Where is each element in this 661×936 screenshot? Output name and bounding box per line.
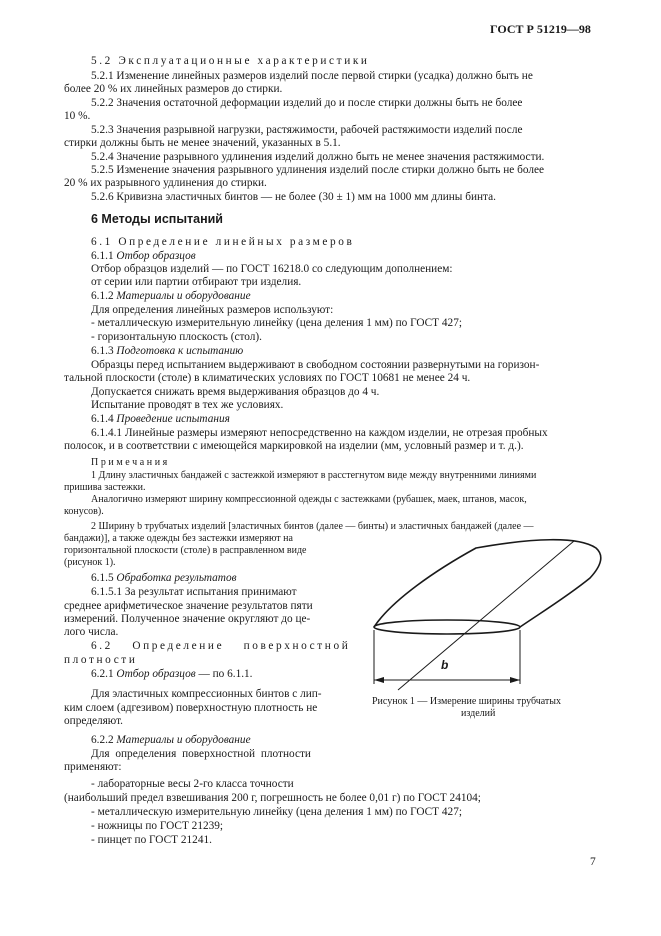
text-line: 6.1.5.1 За результат испытания принимают <box>91 586 297 598</box>
note-line: конусов). <box>64 506 104 517</box>
dimension-label-b: b <box>441 658 449 672</box>
list-item: - горизонтальную плоскость (стол). <box>91 331 262 343</box>
text-line: 5.2.4 Значение разрывного удлинения изделий должно быть не менее значения растяжимости. <box>91 151 545 163</box>
text-line: Для эластичных компрессионных бинтов с лип- <box>91 688 322 700</box>
subsection-title-cont: плотности <box>64 654 138 666</box>
text-line: Для определения линейных размеров используют: <box>91 304 334 316</box>
subsection-title: 6.2 Определение поверхностной <box>91 640 351 652</box>
text-line: стирки должны быть не менее значений, указанных в 5.1. <box>64 137 341 149</box>
list-item: - пинцет по ГОСТ 21241. <box>91 834 212 846</box>
list-item: - металлическую измерительную линейку (цена деления 1 мм) по ГОСТ 427; <box>91 806 462 818</box>
notes-title: Примечания <box>91 457 170 468</box>
text-line: 5.2.6 Кривизна эластичных бинтов — не более (30 ± 1) мм на 1000 мм длины бинта. <box>91 191 496 203</box>
note-line: Аналогично измеряют ширину компрессионной одежды с застежками (рубашек, маек, штанов, масок, <box>91 494 527 505</box>
clause-622: 6.2.2 Материалы и оборудование <box>91 734 251 746</box>
tube-end-ellipse <box>374 620 520 634</box>
text-line: Образцы перед испытанием выдерживают в свободном состоянии развернутыми на горизон- <box>91 359 540 371</box>
text-line: применяют: <box>64 761 122 773</box>
subsection-title: 5.2 Эксплуатационные характеристики <box>91 55 370 67</box>
dimension-arrow-left <box>374 677 384 683</box>
text-line: 10 %. <box>64 110 91 122</box>
page-number: 7 <box>590 856 596 868</box>
text-line: среднее арифметическое значение результатов пяти <box>64 600 313 612</box>
text-line: более 20 % их линейных размеров до стирки. <box>64 83 283 95</box>
clause-614: 6.1.4 Проведение испытания <box>91 413 230 425</box>
note-line: 2 Ширину b трубчатых изделий [эластичных бинтов (далее — бинты) и эластичных бандажей (далее — <box>91 521 534 532</box>
document-header: ГОСТ Р 51219—98 <box>490 22 591 36</box>
text-line: полосок, и в соответствии с имеющейся маркировкой на изделии (мм, условный размер и т. д.). <box>64 440 524 452</box>
clause-615: 6.1.5 Обработка результатов <box>91 572 237 584</box>
figure-caption-cont: изделий <box>461 708 496 719</box>
note-line: пришива застежки. <box>64 482 146 493</box>
tube-center-line <box>398 541 574 690</box>
text-line: тальной плоскости (столе) в климатических условиях по ГОСТ 10681 не менее 24 ч. <box>64 372 471 384</box>
text-line: определяют. <box>64 715 124 727</box>
list-item: - металлическую измерительную линейку (цена деления 1 мм) по ГОСТ 427; <box>91 317 462 329</box>
text-line: 5.2.1 Изменение линейных размеров изделий после первой стирки (усадка) должно быть не <box>91 70 533 82</box>
subsection-title: 6.1 Определение линейных размеров <box>91 236 355 248</box>
text-line: измерений. Полученное значение округляют до це- <box>64 613 311 625</box>
text-line: Отбор образцов изделий — по ГОСТ 16218.0 со следующим дополнением: <box>91 263 453 275</box>
note-line: 1 Длину эластичных бандажей с застежкой измеряют в расстегнутом виде между внутренними линиями <box>91 470 537 481</box>
dimension-arrow-right <box>510 677 520 683</box>
note-line: бандажи)], а также одежды без застежки измеряют на <box>64 533 293 544</box>
text-line: Для определения поверхностной плотности <box>91 748 311 760</box>
clause-612: 6.1.2 Материалы и оборудование <box>91 290 251 302</box>
text-line: (наибольший предел взвешивания 200 г, погрешность не более 0,01 г) по ГОСТ 24104; <box>64 792 481 804</box>
text-line: 5.2.5 Изменение значения разрывного удлинения изделий после стирки должно быть не более <box>91 164 545 176</box>
list-item: - ножницы по ГОСТ 21239; <box>91 820 224 832</box>
text-line: 6.1.4.1 Линейные размеры измеряют непосредственно на каждом изделии, не отрезая пробных <box>91 427 548 439</box>
clause-611: 6.1.1 Отбор образцов <box>91 250 196 262</box>
text-line: 20 % их разрывного удлинения до стирки. <box>64 177 267 189</box>
list-item: - лабораторные весы 2-го класса точности <box>91 778 294 790</box>
section-title: 6 Методы испытаний <box>91 212 223 226</box>
note-line: горизонтальной плоскости (столе) в расправленном виде <box>64 545 307 556</box>
note-line: (рисунок 1). <box>64 557 116 568</box>
clause-621: 6.2.1 Отбор образцов — по 6.1.1. <box>91 668 253 680</box>
text-line: ким слоем (адгезивом) поверхностную плотность не <box>64 702 318 714</box>
text-line: Испытание проводят в тех же условиях. <box>91 399 284 411</box>
text-line: 5.2.3 Значения разрывной нагрузки, растяжимости, рабочей растяжимости изделий после <box>91 124 523 136</box>
text-line: лого числа. <box>64 626 119 638</box>
clause-613: 6.1.3 Подготовка к испытанию <box>91 345 244 357</box>
text-line: Допускается снижать время выдерживания образцов до 4 ч. <box>91 386 380 398</box>
text-line: 5.2.2 Значения остаточной деформации изделий до и после стирки должны быть не более <box>91 97 523 109</box>
text-line: от серии или партии отбирают три изделия. <box>91 276 302 288</box>
figure-caption: Рисунок 1 — Измерение ширины трубчатых <box>372 696 562 707</box>
